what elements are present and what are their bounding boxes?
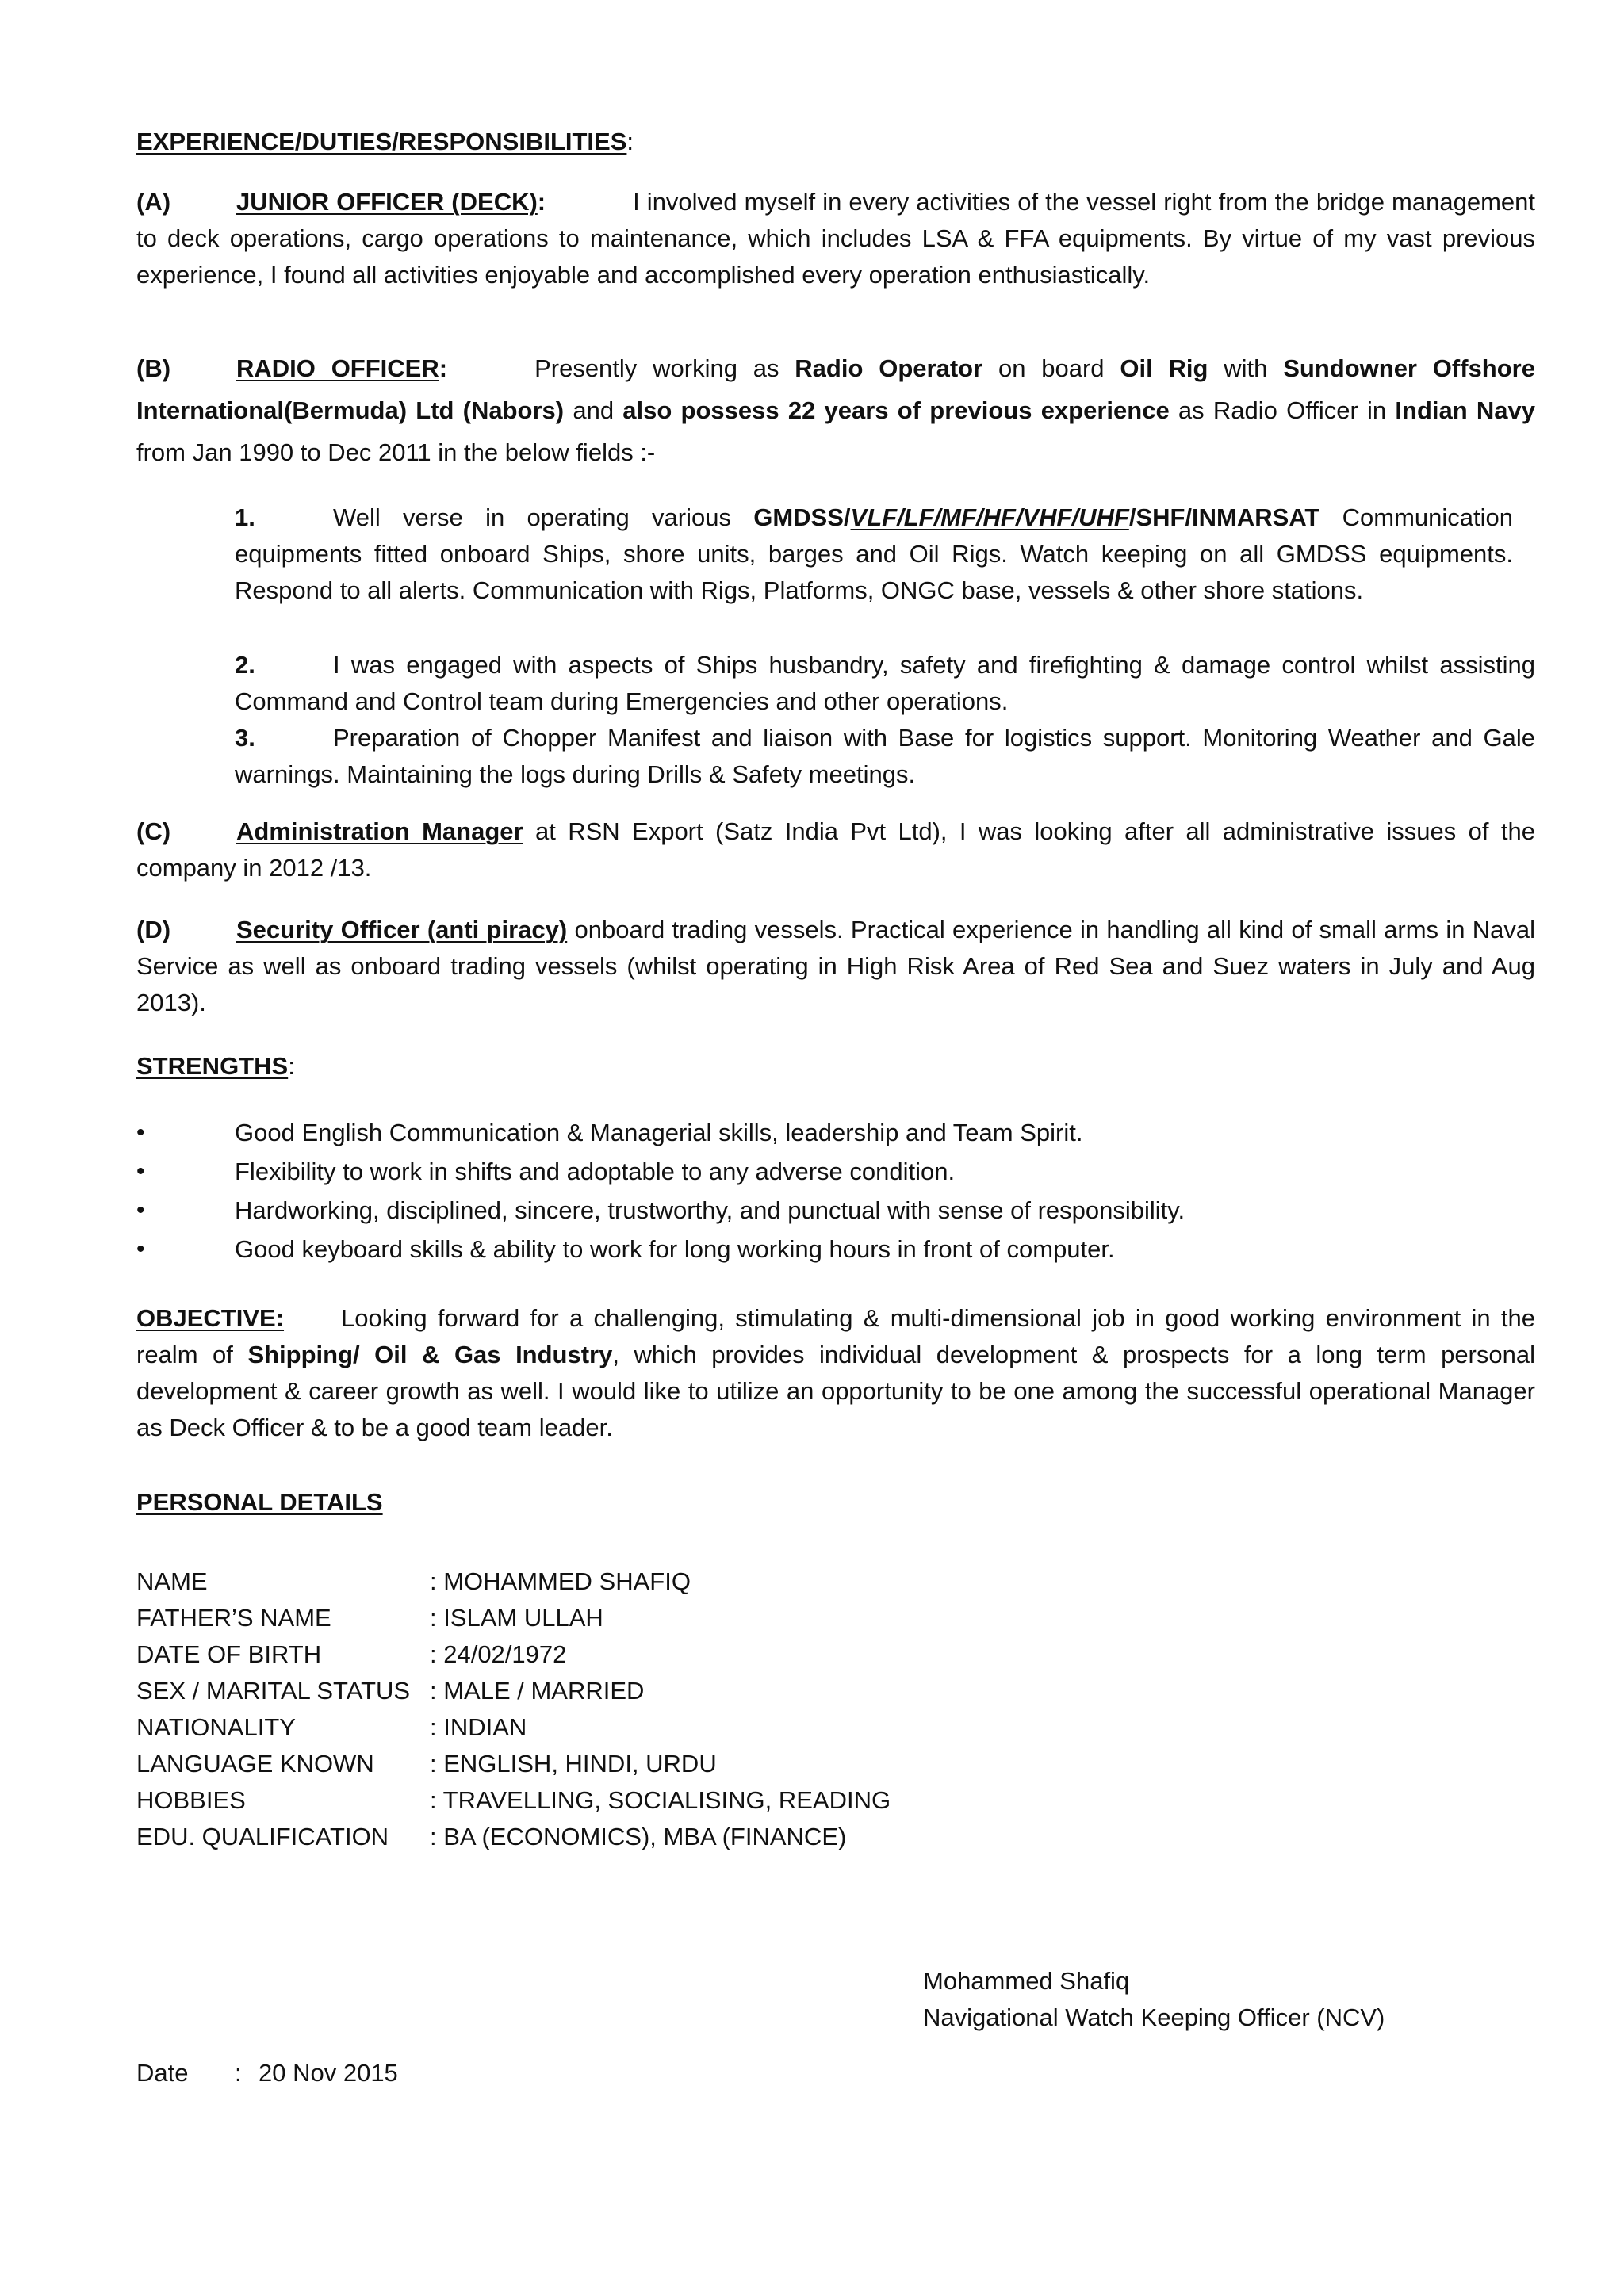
admin-manager-title: Administration Manager — [236, 817, 523, 845]
signature-title: Navigational Watch Keeping Officer (NCV) — [923, 2003, 1385, 2031]
experience-item-c: (C) Administration Manager at RSN Export (Satz India Pvt Ltd), I was looking after all administrative issues of the company in 2012 /13. — [136, 813, 1535, 886]
experience-heading: EXPERIENCE/DUTIES/RESPONSIBILITIES: — [136, 128, 634, 155]
table-row: SEX / MARITAL STATUS : MALE / MARRIED — [136, 1677, 645, 1705]
date-line: Date : 20 Nov 2015 — [136, 2055, 398, 2091]
list-item: • Good English Communication & Managerial skills, leadership and Team Spirit. — [136, 1115, 1535, 1154]
radio-item-1: 1. Well verse in operating various GMDSS/VLF/LF/MF/HF/VHF/UHF/SHF/INMARSAT Communication equipments fitted onboard Ships, shore units, barges and Oil Rigs. Watch keeping on all GMDSS equipments. Respond to all alerts. Communication with Rigs, Platforms, ONGC base, vessels & other shore stations. — [235, 503, 1513, 604]
experience-item-d: (D) Security Officer (anti piracy) onboard trading vessels. Practical experience in handling all kind of small arms in Naval Service as well as onboard trading vessels (whilst operating in High Risk Area of Red Sea and Suez waters in July and Aug 2013). — [136, 912, 1535, 1021]
table-row: NAME : MOHAMMED SHAFIQ — [136, 1567, 691, 1595]
date-label: Date — [136, 2059, 189, 2087]
table-row: DATE OF BIRTH : 24/02/1972 — [136, 1640, 567, 1668]
table-row: LANGUAGE KNOWN : ENGLISH, HINDI, URDU — [136, 1750, 717, 1777]
experience-item-b: (B) RADIO OFFICER: Presently working as Radio Operator on board Oil Rig with Sundowner Offshore International(Bermuda) Ltd (Nabors) and also possess 22 years of previous experience as Radio Officer in Indian Navy from Jan 1990 to Dec 2011 in the below fields :- — [136, 347, 1535, 473]
signature-block — [923, 1963, 1385, 2036]
list-item: • Flexibility to work in shifts and adoptable to any adverse condition. — [136, 1154, 1535, 1192]
date-value: 20 Nov 2015 — [259, 2059, 398, 2087]
bullet-icon: • — [136, 1158, 145, 1184]
junior-officer-text: I involved myself in every activities of the vessel right from the bridge management to deck operations, cargo operations to maintenance, which includes LSA & FFA equipments. By virtue of my vast previous experience, I found all activities enjoyable and accomplished every operation enthusiastically. — [136, 188, 1536, 289]
radio-officer-title: RADIO OFFICER — [236, 354, 439, 382]
bullet-icon: • — [136, 1197, 145, 1223]
list-item: • Hardworking, disciplined, sincere, trustworthy, and punctual with sense of responsibility. — [136, 1192, 1535, 1231]
strengths-list — [136, 1115, 1535, 1270]
table-row: NATIONALITY : INDIAN — [136, 1713, 527, 1741]
junior-officer-title: JUNIOR OFFICER (DECK) — [236, 188, 538, 216]
item-label-a: (A) — [136, 188, 171, 216]
strengths-heading: STRENGTHS: — [136, 1052, 295, 1080]
objective-paragraph: OBJECTIVE: Looking forward for a challenging, stimulating & multi-dimensional job in good working environment in the realm of Shipping/ Oil & Gas Industry, which provides individual development & prospects for a long term personal development & career growth as well. I would like to utilize an opportunity to be one among the successful operational Manager as Deck Officer & to be a good team leader. — [136, 1304, 1535, 1441]
radio-item-3: 3. Preparation of Chopper Manifest and liaison with Base for logistics support. Monitoring Weather and Gale warnings. Maintaining the logs during Drills & Safety meetings. — [235, 724, 1535, 788]
table-row: FATHER’S NAME : ISLAM ULLAH — [136, 1604, 603, 1632]
personal-details-table — [136, 1563, 891, 1855]
table-row: HOBBIES : TRAVELLING, SOCIALISING, READING — [136, 1786, 891, 1814]
signature-name: Mohammed Shafiq — [923, 1967, 1130, 1995]
experience-item-a: (A) JUNIOR OFFICER (DECK): I involved myself in every activities of the vessel right from the bridge management to deck operations, cargo operations to maintenance, which includes LSA & FFA equipments. By virtue of my vast previous experience, I found all activities enjoyable and accomplished every operation enthusiastically. — [136, 184, 1535, 293]
item-label-c: (C) — [136, 817, 171, 845]
item-label-b: (B) — [136, 354, 171, 382]
list-item: • Good keyboard skills & ability to work for long working hours in front of computer. — [136, 1231, 1535, 1270]
item-label-d: (D) — [136, 916, 171, 943]
bullet-icon: • — [136, 1119, 145, 1146]
radio-item-2: 2. I was engaged with aspects of Ships husbandry, safety and firefighting & damage control whilst assisting Command and Control team during Emergencies and other operations. — [235, 651, 1535, 715]
personal-details-heading: PERSONAL DETAILS — [136, 1488, 383, 1516]
objective-heading: OBJECTIVE: — [136, 1304, 285, 1332]
security-officer-title: Security Officer (anti piracy) — [236, 916, 568, 943]
table-row: EDU. QUALIFICATION : BA (ECONOMICS), MBA (FINANCE) — [136, 1823, 847, 1850]
bullet-icon: • — [136, 1236, 145, 1262]
